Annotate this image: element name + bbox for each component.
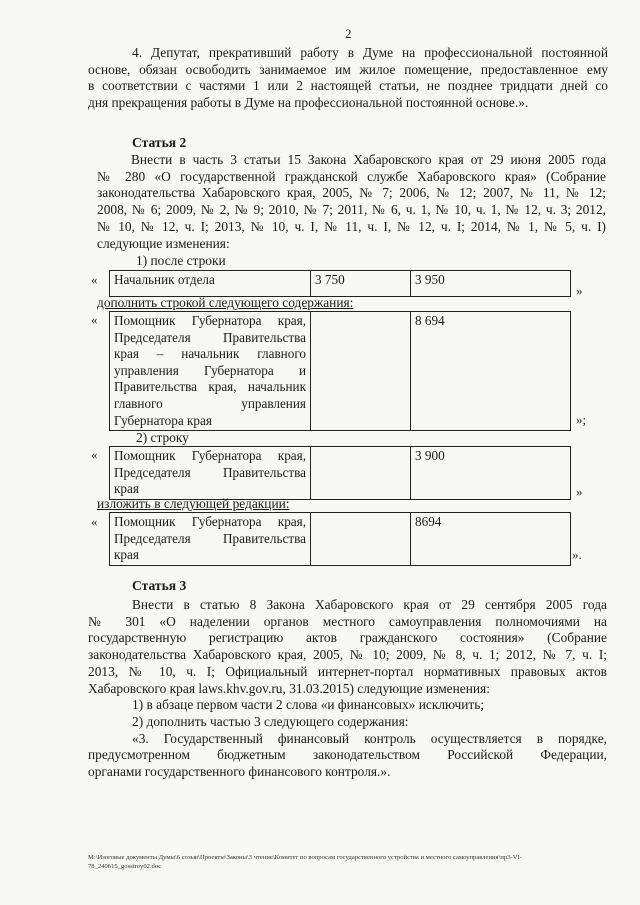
- article3-quote-line: «3. Государственный финансовый контроль осуществляется в порядке,: [132, 730, 607, 746]
- table4: [109, 512, 571, 566]
- intro-paragraph: [88, 45, 608, 112]
- table2-position-cell: [110, 312, 311, 431]
- article3-line: Хабаровского края laws.khv.gov.ru, 31.03.2015) следующие изменения:: [88, 680, 490, 696]
- table1-value-cell: 3 750: [311, 271, 411, 297]
- intro-line: основе, обязан освободить занимаемое им жилое помещение, предоставленное ему: [88, 61, 608, 77]
- footer-file-path: [88, 853, 608, 871]
- cell-line: края – начальник главного: [114, 346, 306, 362]
- table3-open-quote: «: [91, 447, 98, 462]
- cell-line: Губернатора края: [114, 412, 212, 428]
- table4-open-quote: «: [91, 514, 98, 529]
- intro-line: в соответствии с частями 1 или 2 настоящей статьи, не позднее тридцати дней со: [88, 78, 608, 94]
- table4-value-cell: 8694: [411, 513, 571, 566]
- table2-close-quote: »;: [576, 412, 587, 427]
- table4-value-cell: [311, 513, 411, 566]
- cell-line: Председателя Правительства: [114, 329, 306, 345]
- article3-heading: Статья 3: [132, 578, 187, 593]
- table3-value-cell: 3 900: [411, 447, 571, 500]
- table2-value-cell: [311, 312, 411, 431]
- intro-line: дня прекращения работы в Думе на профессиональной постоянной основе.».: [88, 95, 529, 111]
- article2-item2: 2) строку: [136, 430, 189, 445]
- article3-line: 2013, № 10, ч. I; Официальный интернет-портал нормативных правовых актов: [88, 663, 607, 679]
- table3-close-quote: »: [576, 484, 583, 499]
- cell-line: Правительства края, начальник: [114, 379, 306, 395]
- article2-line: № 280 «О государственной гражданской службе Хабаровского края» (Собрание: [97, 168, 606, 184]
- article3-item2: 2) дополнить частью 3 следующего содержания:: [132, 713, 409, 729]
- table1: [109, 270, 571, 297]
- footer-line: M:\Изоговые документы Думы\6 созыв\Проекты\Законы\3 чтение\Комитет по вопросам государственного устройства и местного самоуправления\пр3-VI-: [88, 854, 522, 861]
- article3-line: № 301 «О наделении органов местного самоуправления полномочиями на: [88, 613, 607, 629]
- article3-quote-line: органами государственного финансового контроля.».: [88, 764, 391, 780]
- cell-line: Председателя Правительства: [114, 530, 306, 546]
- cell-line: Помощник Губернатора края,: [114, 313, 306, 328]
- article2-line: Внести в часть 3 статьи 15 Закона Хабаровского края от 29 июня 2005 года: [131, 152, 606, 167]
- article2-line: 2008, № 6; 2009, № 2, № 9; 2010, № 7; 2011, № 6, ч. 1, № 10, ч. 1, № 12, ч. 3; 2012,: [97, 202, 606, 218]
- table2-value-cell: 8 694: [411, 312, 571, 431]
- state-line: изложить в следующей редакции:: [97, 496, 290, 511]
- table4-position-cell: [110, 513, 311, 566]
- table1-close-quote: »: [576, 283, 583, 298]
- cell-line: Помощник Губернатора края,: [114, 448, 306, 463]
- cell-line: Помощник Губернатора края,: [114, 514, 306, 529]
- cell-line: края: [114, 547, 139, 563]
- add-row-line: дополнить строкой следующего содержания:: [97, 295, 354, 310]
- table2-open-quote: «: [91, 312, 98, 327]
- table-row: [110, 447, 571, 500]
- article3-line: государственную регистрацию актов гражданского состояния» (Собрание: [88, 630, 607, 646]
- footer-line: 78_240615_gosstroy02.doc: [88, 863, 162, 870]
- article2-line: № 10, № 12, ч. I; 2013, № 10, ч. I, № 11, ч. I, № 12, ч. I; 2014, № 1, № 5, ч. I): [97, 218, 606, 234]
- table2: [109, 311, 571, 431]
- table1-open-quote: «: [91, 272, 98, 287]
- article3-quote-line: предусмотренном бюджетным законодательством Российской Федерации,: [88, 747, 607, 763]
- article2-paragraph: [97, 152, 606, 252]
- table1-position-cell: Начальник отдела: [110, 271, 311, 297]
- page-number: 2: [345, 26, 352, 41]
- intro-line: 4. Депутат, прекративший работу в Думе на профессиональной постоянной: [132, 45, 608, 60]
- article3-item1: 1) в абзаце первом части 2 слова «и финансовых» исключить;: [132, 697, 485, 713]
- table-row: [110, 513, 571, 566]
- table-row: [110, 312, 571, 431]
- cell-line: главного управления: [114, 395, 306, 411]
- article3-line: Внести в статью 8 Закона Хабаровского края от 29 сентября 2005 года: [132, 597, 607, 612]
- article2-item1: 1) после строки: [136, 253, 226, 268]
- article2-heading: Статья 2: [132, 135, 187, 150]
- table3-value-cell: [311, 447, 411, 500]
- article2-line: следующие изменения:: [97, 235, 230, 251]
- article3-line: законодательства Хабаровского края, 2005, № 10; 2009, № 8, ч. 1; 2012, № 7, ч. I;: [88, 647, 607, 663]
- table4-close-quote: ».: [572, 547, 582, 562]
- article3-paragraph: [88, 597, 607, 781]
- table1-value-cell: 3 950: [411, 271, 571, 297]
- cell-line: края: [114, 481, 139, 497]
- cell-line: управления Губернатора и: [114, 362, 306, 378]
- cell-line: Председателя Правительства: [114, 464, 306, 480]
- article2-line: законодательства Хабаровского края, 2005, № 7; 2006, № 12; 2007, № 11, № 12;: [97, 185, 606, 201]
- table3-position-cell: [110, 447, 311, 500]
- table3: [109, 446, 571, 500]
- table-row: [110, 271, 571, 297]
